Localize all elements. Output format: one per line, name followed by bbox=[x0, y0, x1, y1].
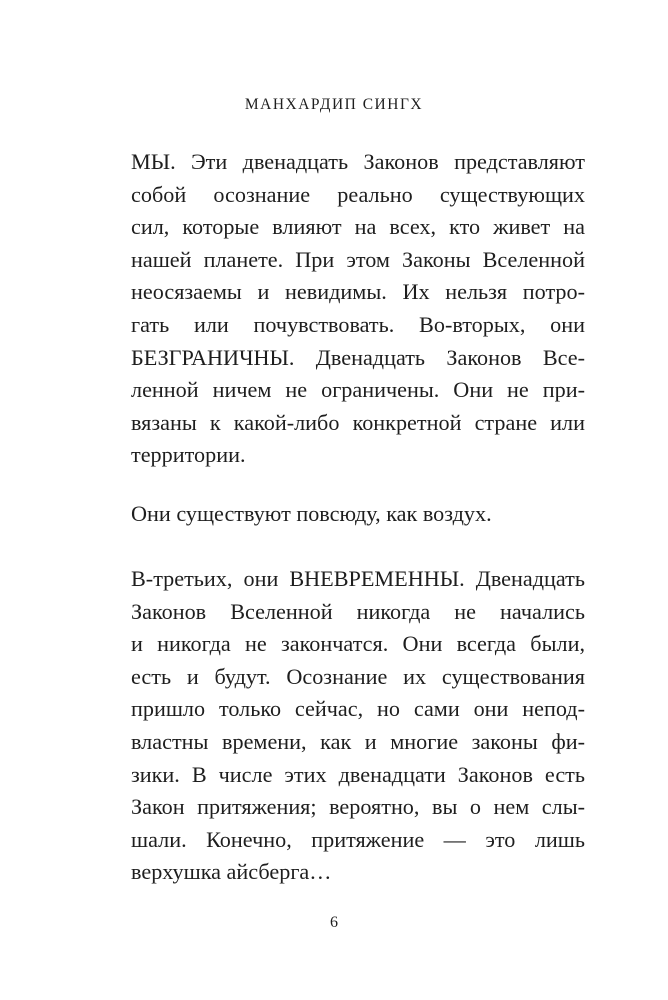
text-line: собой осознание реально существующих bbox=[131, 181, 585, 207]
text-line: ленной ничем не ограничены. Они не при- bbox=[131, 377, 585, 403]
text-line: Они существуют повсюду, как воздух. bbox=[131, 501, 492, 526]
text-line: шали. Конечно, притяжение — это лишь bbox=[131, 826, 585, 852]
text-line: Закон притяжения; вероятно, вы о нем слы- bbox=[131, 794, 585, 820]
text-line: пришло только сейчас, но сами они непод- bbox=[131, 696, 585, 722]
text-line: Законов Вселенной никогда не начались bbox=[131, 598, 585, 624]
running-header: МАНХАРДИП СИНГХ bbox=[244, 96, 424, 113]
paragraph-2 bbox=[131, 498, 585, 531]
text-line: неосязаемы и невидимы. Их нельзя потро- bbox=[131, 279, 585, 305]
text-line: нашей планете. При этом Законы Вселенной bbox=[131, 246, 585, 272]
text-line: В-третьих, они ВНЕВРЕМЕННЫ. Двенадцать bbox=[131, 566, 585, 591]
text-line: сил, которые влияют на всех, кто живет на bbox=[131, 214, 585, 240]
text-line: и никогда не закончатся. Они всегда были, bbox=[131, 631, 585, 657]
text-line: верхушка айсберга… bbox=[131, 859, 332, 885]
text-line: территории. bbox=[131, 442, 246, 468]
text-line: БЕЗГРАНИЧНЫ. Двенадцать Законов Все- bbox=[131, 344, 585, 370]
text-line: есть и будут. Осознание их существования bbox=[131, 663, 585, 689]
paragraph-1 bbox=[131, 146, 585, 472]
text-line: гать или почувствовать. Во-вторых, они bbox=[131, 311, 585, 337]
text-line: МЫ. Эти двенадцать Законов представляют bbox=[131, 149, 585, 174]
text-line: вязаны к какой-либо конкретной стране или bbox=[131, 409, 585, 435]
text-line: властны времени, как и многие законы фи- bbox=[131, 728, 585, 754]
text-line: зики. В числе этих двенадцати Законов есть bbox=[131, 761, 585, 787]
paragraph-3 bbox=[131, 563, 585, 889]
page-number: 6 bbox=[330, 914, 338, 931]
